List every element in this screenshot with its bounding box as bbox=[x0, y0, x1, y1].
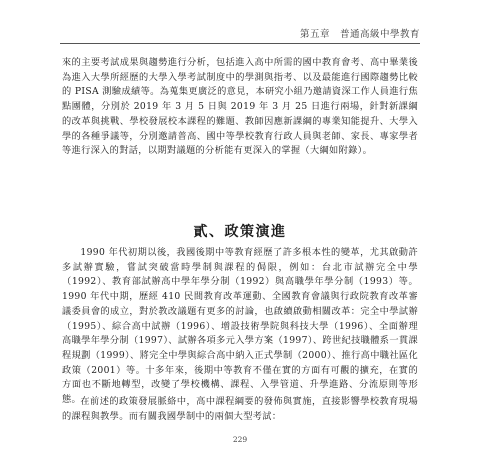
intro-paragraph: 來的主要考試成果與趨勢進行分析，包括進入高中所需的國中教育會考、高中畢業後為進入大學所經歷的大學入學考試制度中的學測與指考、以及最能進行國際趨勢比較的 PISA 測驗成績等。為蒐集更廣泛的意見，本研究小組乃邀請資深工作人員進行焦點團體，分別於 2019 年 3 月 5 日與 2019 年 3 月 25 日進行兩場，針對新課綱的改革與挑戰、學校發展校本課程的難題、教師因應新課綱的專業知能提升、大學入學的各種爭議等，分別邀請普高、國中等學校教育行政人員與老師、家長、專家學者等進行深入的對話，以期對議題的分析能有更深入的掌握（大綱如附錄）。 bbox=[62, 57, 418, 157]
history-paragraph: 1990 年代初期以後，我國後期中等教育經歷了許多根本性的變革，尤其啟動許多試辦實驗，嘗試突破當時學制與課程的侷限，例如：台北市試辦完全中學（1992）、教育部試辦高中學年學分制（1992）與高職學年學分制（1993）等。1990 年代中期，歷經 410 民間教育改革運動、全國教育會議與行政院教育改革審議委員會的成立，對於教改議題有更多的討論，也啟續啟動相關改革：完全中學試辦（1995）、綜合高中試辦（1996）、增設技術學院與科技大學（1996）、全面辦理高職學年學分制（1997）、試辦各項多元入學方案（1997）、跨世紀技職體系一貫課程規劃（1999）、將完全中學與綜合高中納入正式學制（2000）、推行高中職社區化政策（2001）等。十多年來，後期中等教育不僅在實的方面有可觀的擴充，在實的方面也不斷地轉型，改變了學校機構、課程、入學管道、升學進路、分流原則等形態。 bbox=[62, 247, 418, 406]
running-header bbox=[60, 24, 420, 44]
intro-block bbox=[62, 56, 418, 159]
chapter-title: 第五章 普通高級中學教育 bbox=[299, 29, 420, 40]
section-heading: 貳、政策演進 bbox=[193, 224, 287, 240]
page-number: 229 bbox=[232, 435, 248, 444]
header-rule bbox=[60, 43, 420, 44]
followup-block bbox=[62, 395, 418, 424]
followup-paragraph: 在前述的政策發展脈絡中，高中課程綱要的發佈與實施，直接影響學校教育現場的課程與教學。而有關我國學制中的兩個大型考試： bbox=[62, 396, 418, 422]
history-block bbox=[62, 246, 418, 408]
